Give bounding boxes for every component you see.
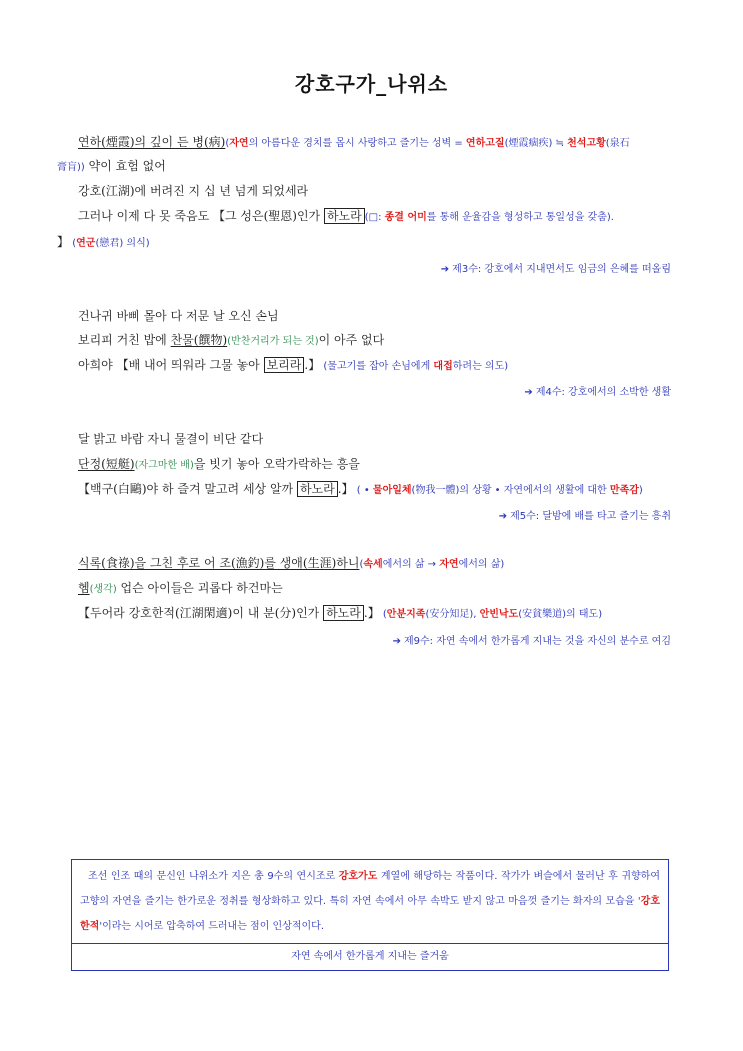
- note: (: [359, 559, 364, 570]
- keyword: 종결 어미: [384, 212, 427, 223]
- arrow-icon: ➔: [498, 511, 508, 522]
- summary-box: [71, 859, 669, 971]
- keyword: 천석고황: [567, 138, 606, 149]
- stanza2-summary-arrow: [524, 383, 671, 398]
- text: 보리피 거친 밥에: [78, 333, 171, 347]
- stanza1-summary-arrow: [441, 260, 671, 275]
- keyword: 연군: [76, 238, 96, 249]
- arrow-icon: ➔: [440, 264, 450, 275]
- arrow-icon: ➔: [392, 636, 401, 647]
- text: 이 아주 없다: [318, 333, 385, 347]
- note: 하려는 의도): [452, 361, 509, 372]
- note: 膏肓)): [57, 162, 85, 173]
- text: .】: [363, 606, 380, 620]
- text: 아희야 【배 내어 띄워라 그물 놓아: [78, 358, 264, 372]
- underlined-text: 식록(食祿)을 그친 후로 어 조(漁釣)를 생애(生涯)하니: [78, 556, 360, 570]
- arrow-text: 제4수: 강호에서의 소박한 생활: [535, 387, 671, 398]
- note: 를 통해 운율감을 형성하고 통일성을 갖춤).: [426, 212, 614, 223]
- stanza2-line1: 건나귀 바삐 몰아 다 저문 날 오신 손님: [78, 309, 279, 323]
- note: (泉石: [605, 138, 630, 149]
- stanza2-line2: [78, 331, 384, 351]
- ending-box: 하노라: [324, 208, 365, 224]
- gloss: (자그마한 배): [134, 460, 194, 471]
- note: (安分知足),: [425, 609, 480, 620]
- note: (戀君) 의식): [95, 238, 150, 249]
- stanza1-line4-text: 그러나 이제 다 못 죽음도 【그 성은(聖恩)인가: [78, 209, 324, 223]
- note: (: [225, 138, 230, 149]
- note: 에서의 삶 →: [382, 559, 440, 570]
- keyword: 자연: [229, 138, 249, 149]
- summary-paragraph: [72, 860, 668, 943]
- text: 조선 인조 때의 문신인 나위소가 지은 총 9수의 연시조로: [88, 871, 339, 882]
- arrow-text: 제3수: 강호에서 지내면서도 임금의 은혜를 떠올림: [452, 264, 671, 275]
- ending-box: 보리라: [264, 357, 305, 373]
- stanza4-summary-arrow: [393, 632, 671, 647]
- text: .】: [337, 482, 354, 496]
- arrow-text: 제9수: 자연 속에서 한가롭게 지내는 것을 자신의 분수로 여김: [403, 636, 671, 647]
- keyword: 대접: [433, 361, 453, 372]
- stanza2-line3: [78, 356, 508, 376]
- text: 계열에 해당하는 작품이다. 작가가 벼슬에서 물러난 후 귀향하여 고향의 자연을 즐기는 한가로운 정취를 형상화하고 있다. 특히 자연 속에서 아무 속박도 받지 않고 마음껏 즐기는 화자의 모습을 ': [80, 871, 660, 907]
- keyword: 강호가도: [338, 871, 378, 882]
- stanza1-line2-text: 약이 효험 없어: [84, 159, 166, 173]
- keyword: 자연: [439, 559, 459, 570]
- note: ( •: [353, 485, 373, 496]
- text: '이라는 시어로 압축하여 드러내는 점이 인상적이다.: [99, 921, 325, 932]
- bracket: 】: [57, 235, 70, 249]
- stanza1-line3: 강호(江湖)에 버려진 지 십 년 넘게 되었세라: [78, 184, 309, 198]
- underlined-word: 헴: [78, 581, 90, 595]
- stanza1-line2: [57, 157, 166, 177]
- stanza4-line2: [78, 579, 283, 599]
- keyword: 강호한적: [80, 896, 660, 932]
- stanza4-line1: [78, 554, 504, 574]
- arrow-icon: ➔: [524, 387, 533, 398]
- keyword: 속세: [363, 559, 383, 570]
- text: 【백구(白鷗)야 하 즐겨 말고려 세상 알까: [78, 482, 297, 496]
- keyword: 안빈낙도: [479, 609, 519, 620]
- note: (물고기를 잡아 손님에게: [320, 361, 434, 372]
- gloss: (반찬거리가 되는 것): [227, 336, 319, 347]
- text: .】: [304, 358, 321, 372]
- stanza1-line1: [78, 133, 630, 153]
- note: (: [379, 609, 387, 620]
- note: 에서의 삶): [458, 559, 505, 570]
- underlined-word: 찬물(饌物): [170, 333, 228, 347]
- note: (□:: [364, 212, 385, 223]
- note: (煙霞痼疾) ≒: [504, 138, 568, 149]
- text: 【두어라 강호한적(江湖閑適)이 내 분(分)인가: [78, 606, 324, 620]
- text: 업슨 아이들은 괴롭다 하건마는: [116, 581, 283, 595]
- note: (: [69, 238, 77, 249]
- stanza3-line3: [78, 480, 643, 500]
- ending-box: 하노라: [323, 605, 364, 621]
- stanza1-line1-text: 연하(煙霞)의 깊이 든 병(病): [78, 135, 226, 149]
- text: 을 빗기 놓아 오락가락하는 흥을: [193, 457, 360, 471]
- note: (物我一體)의 상황 • 자연에서의 생활에 대한: [411, 485, 610, 496]
- page-title: 강호구가_나위소: [294, 72, 449, 96]
- stanza1-line4: [78, 207, 614, 227]
- stanza3-line2: [78, 455, 360, 475]
- note: 의 아름다운 경치를 몹시 사랑하고 즐기는 성벽 =: [248, 138, 466, 149]
- underlined-word: 단정(短艇): [78, 457, 135, 471]
- ending-box: 하노라: [297, 481, 338, 497]
- arrow-text: 제5수: 달밤에 배를 타고 즐기는 흥취: [510, 511, 671, 522]
- keyword: 연하고질: [465, 138, 505, 149]
- summary-theme: 자연 속에서 한가롭게 지내는 즐거움: [72, 943, 668, 970]
- stanza4-line3: [78, 604, 602, 624]
- gloss: (생각): [89, 584, 117, 595]
- keyword: 안분지족: [386, 609, 426, 620]
- keyword: 만족감: [609, 485, 639, 496]
- stanza3-summary-arrow: [499, 507, 671, 522]
- stanza1-line5: [57, 233, 150, 253]
- keyword: 물아일체: [372, 485, 412, 496]
- note: (安貧樂道)의 태도): [518, 609, 603, 620]
- note: ): [638, 485, 643, 496]
- stanza3-line1: 달 밝고 바람 자니 물결이 비단 같다: [78, 432, 264, 446]
